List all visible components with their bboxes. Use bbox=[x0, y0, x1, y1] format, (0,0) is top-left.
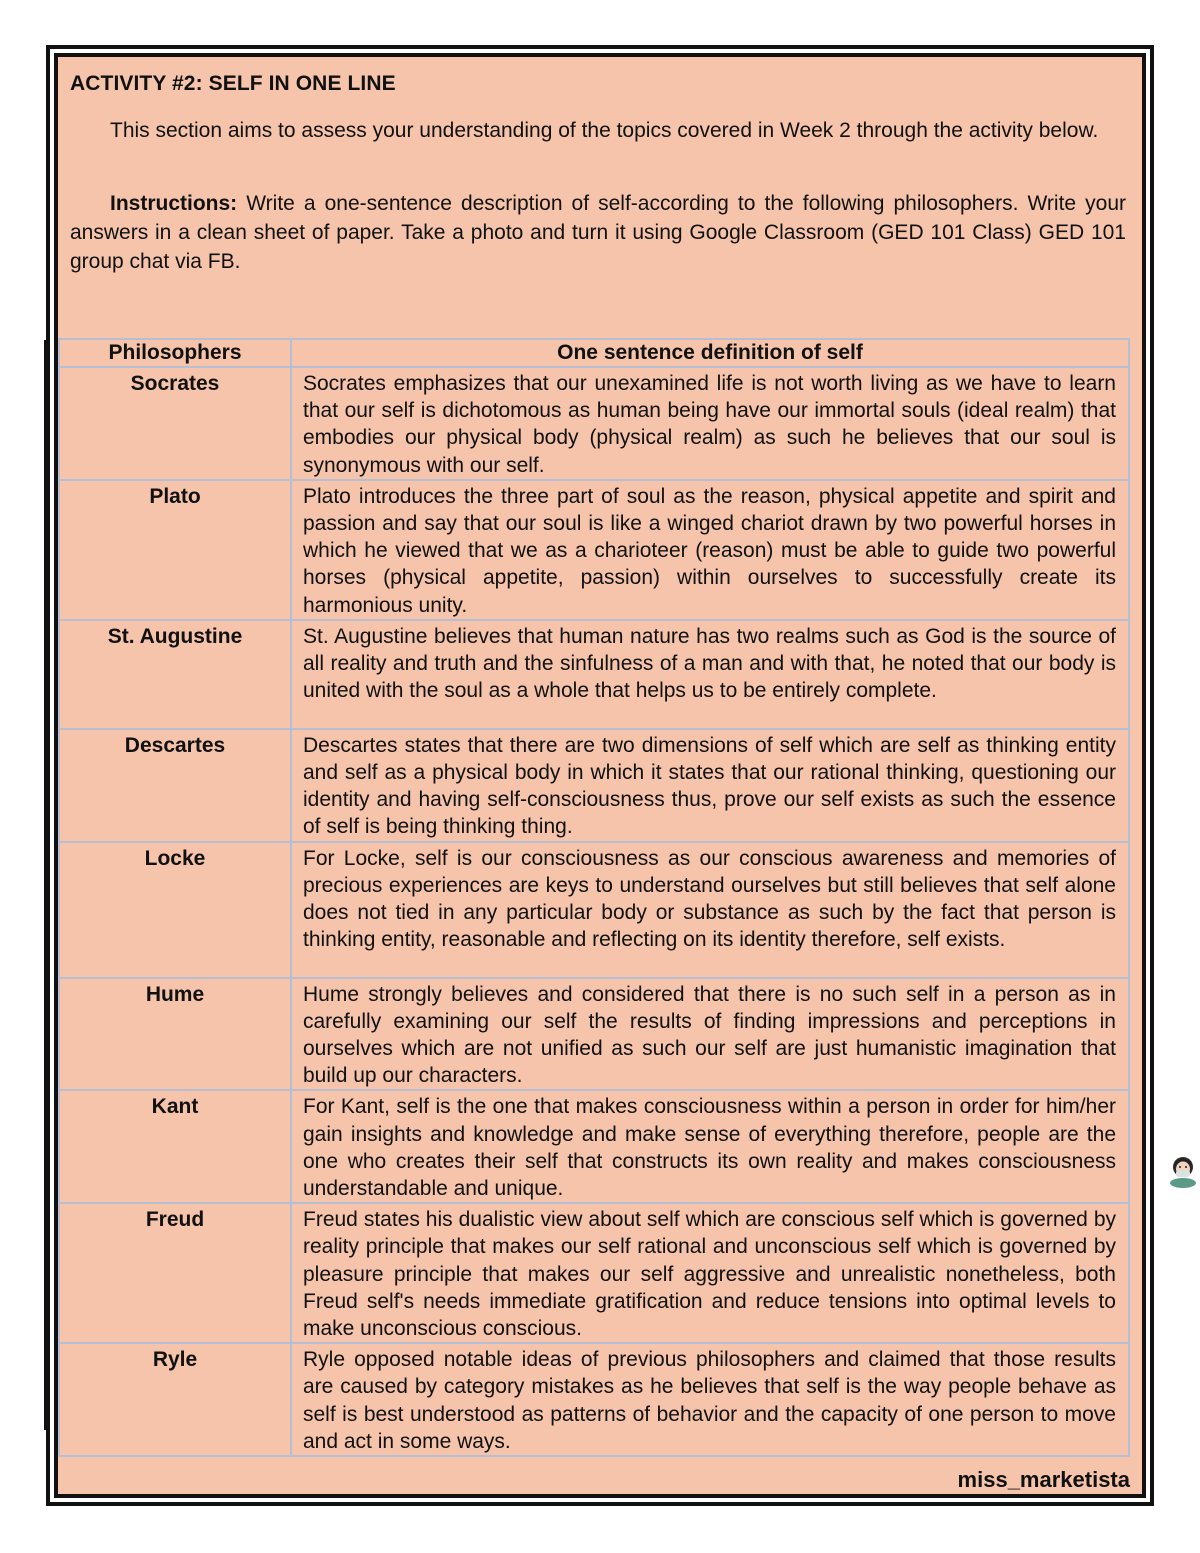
philosopher-definition: For Kant, self is the one that makes consciousness within a person in order for him/her gain insights and knowledge and make sense of everything therefore, people are the one who creates their self that constructs its own reality and makes consciousness understandable and unique. bbox=[291, 1090, 1129, 1203]
table-row bbox=[59, 978, 1129, 1091]
header-philosophers: Philosophers bbox=[59, 339, 291, 367]
philosopher-definition: Descartes states that there are two dimensions of self which are self as thinking entity and self as a physical body in which it states that our rational thinking, questioning our identity and having self-consciousness thus, prove our self exists as such the essence of self is being thinking thing. bbox=[291, 729, 1129, 842]
philosopher-name: Locke bbox=[59, 842, 291, 978]
table-row bbox=[59, 1343, 1129, 1456]
instructions-paragraph bbox=[70, 189, 1126, 276]
philosophers-table bbox=[58, 338, 1130, 1457]
philosopher-definition: For Locke, self is our consciousness as our conscious awareness and memories of precious experiences are keys to understand ourselves but still believes that self alone does not tied in any particular body or substance as such by the fact that person is thinking entity, reasonable and reflecting on its identity therefore, self exists. bbox=[291, 842, 1129, 978]
table-row bbox=[59, 367, 1129, 480]
activity-title: ACTIVITY #2: SELF IN ONE LINE bbox=[70, 72, 396, 95]
table-row bbox=[59, 620, 1129, 729]
instructions-label: Instructions: bbox=[110, 192, 238, 215]
philosopher-definition: Ryle opposed notable ideas of previous philosophers and claimed that those results are caused by category mistakes as he believes that self is the way people behave as self is best understood as patterns of behavior and the capacity of one person to move and act in some ways. bbox=[291, 1343, 1129, 1456]
left-margin-rule bbox=[44, 340, 46, 1430]
philosopher-name: St. Augustine bbox=[59, 620, 291, 729]
table-row bbox=[59, 842, 1129, 978]
intro-paragraph: This section aims to assess your understanding of the topics covered in Week 2 through the activity below. bbox=[110, 119, 1099, 142]
philosopher-name: Descartes bbox=[59, 729, 291, 842]
philosopher-name: Kant bbox=[59, 1090, 291, 1203]
philosopher-name: Ryle bbox=[59, 1343, 291, 1456]
table-row bbox=[59, 1203, 1129, 1343]
philosopher-definition: St. Augustine believes that human nature has two realms such as God is the source of all reality and truth and the sinfulness of a man and with that, he noted that our body is united with the soul as a whole that helps us to be entirely complete. bbox=[291, 620, 1129, 729]
instructions-text: Write a one-sentence description of self-according to the following philosophers. Write your answers in a clean sheet of paper. Take a photo and turn it using Google Classroom (GED 101 Class) GED 101 group chat via FB. bbox=[70, 192, 1126, 273]
author-signature: miss_marketista bbox=[957, 1467, 1130, 1492]
philosopher-definition: Freud states his dualistic view about self which are conscious self which is governed by reality principle that makes our self rational and unconscious self which is governed by pleasure principle that makes our self aggressive and unrealistic nonetheless, both Freud self's needs immediate gratification and reduce tensions into optimal levels to make unconscious conscious. bbox=[291, 1203, 1129, 1343]
table-row bbox=[59, 729, 1129, 842]
philosopher-name: Freud bbox=[59, 1203, 291, 1343]
table-row bbox=[59, 480, 1129, 620]
table-row bbox=[59, 1090, 1129, 1203]
philosopher-definition: Plato introduces the three part of soul as the reason, physical appetite and spirit and passion and say that our soul is like a winged chariot drawn by two powerful horses in which he viewed that we as a charioteer (reason) must be able to guide two powerful horses (physical appetite, passion) within ourselves to successfully create its harmonious unity. bbox=[291, 480, 1129, 620]
philosopher-definition: Hume strongly believes and considered that there is no such self in a person as in carefully examining our self the results of finding impressions and perceptions in ourselves which are not unified as such our self are just humanistic imagination that build up our characters. bbox=[291, 978, 1129, 1091]
table-header-row bbox=[59, 339, 1129, 367]
header-definition: One sentence definition of self bbox=[291, 339, 1129, 367]
philosopher-name: Socrates bbox=[59, 367, 291, 480]
philosopher-definition: Socrates emphasizes that our unexamined life is not worth living as we have to learn that our self is dichotomous as human being have our immortal souls (ideal realm) that embodies our physical body (physical realm) as such he believes that our soul is synonymous with our self. bbox=[291, 367, 1129, 480]
philosopher-name: Hume bbox=[59, 978, 291, 1091]
avatar-sticker-icon bbox=[1168, 1152, 1198, 1188]
philosopher-name: Plato bbox=[59, 480, 291, 620]
